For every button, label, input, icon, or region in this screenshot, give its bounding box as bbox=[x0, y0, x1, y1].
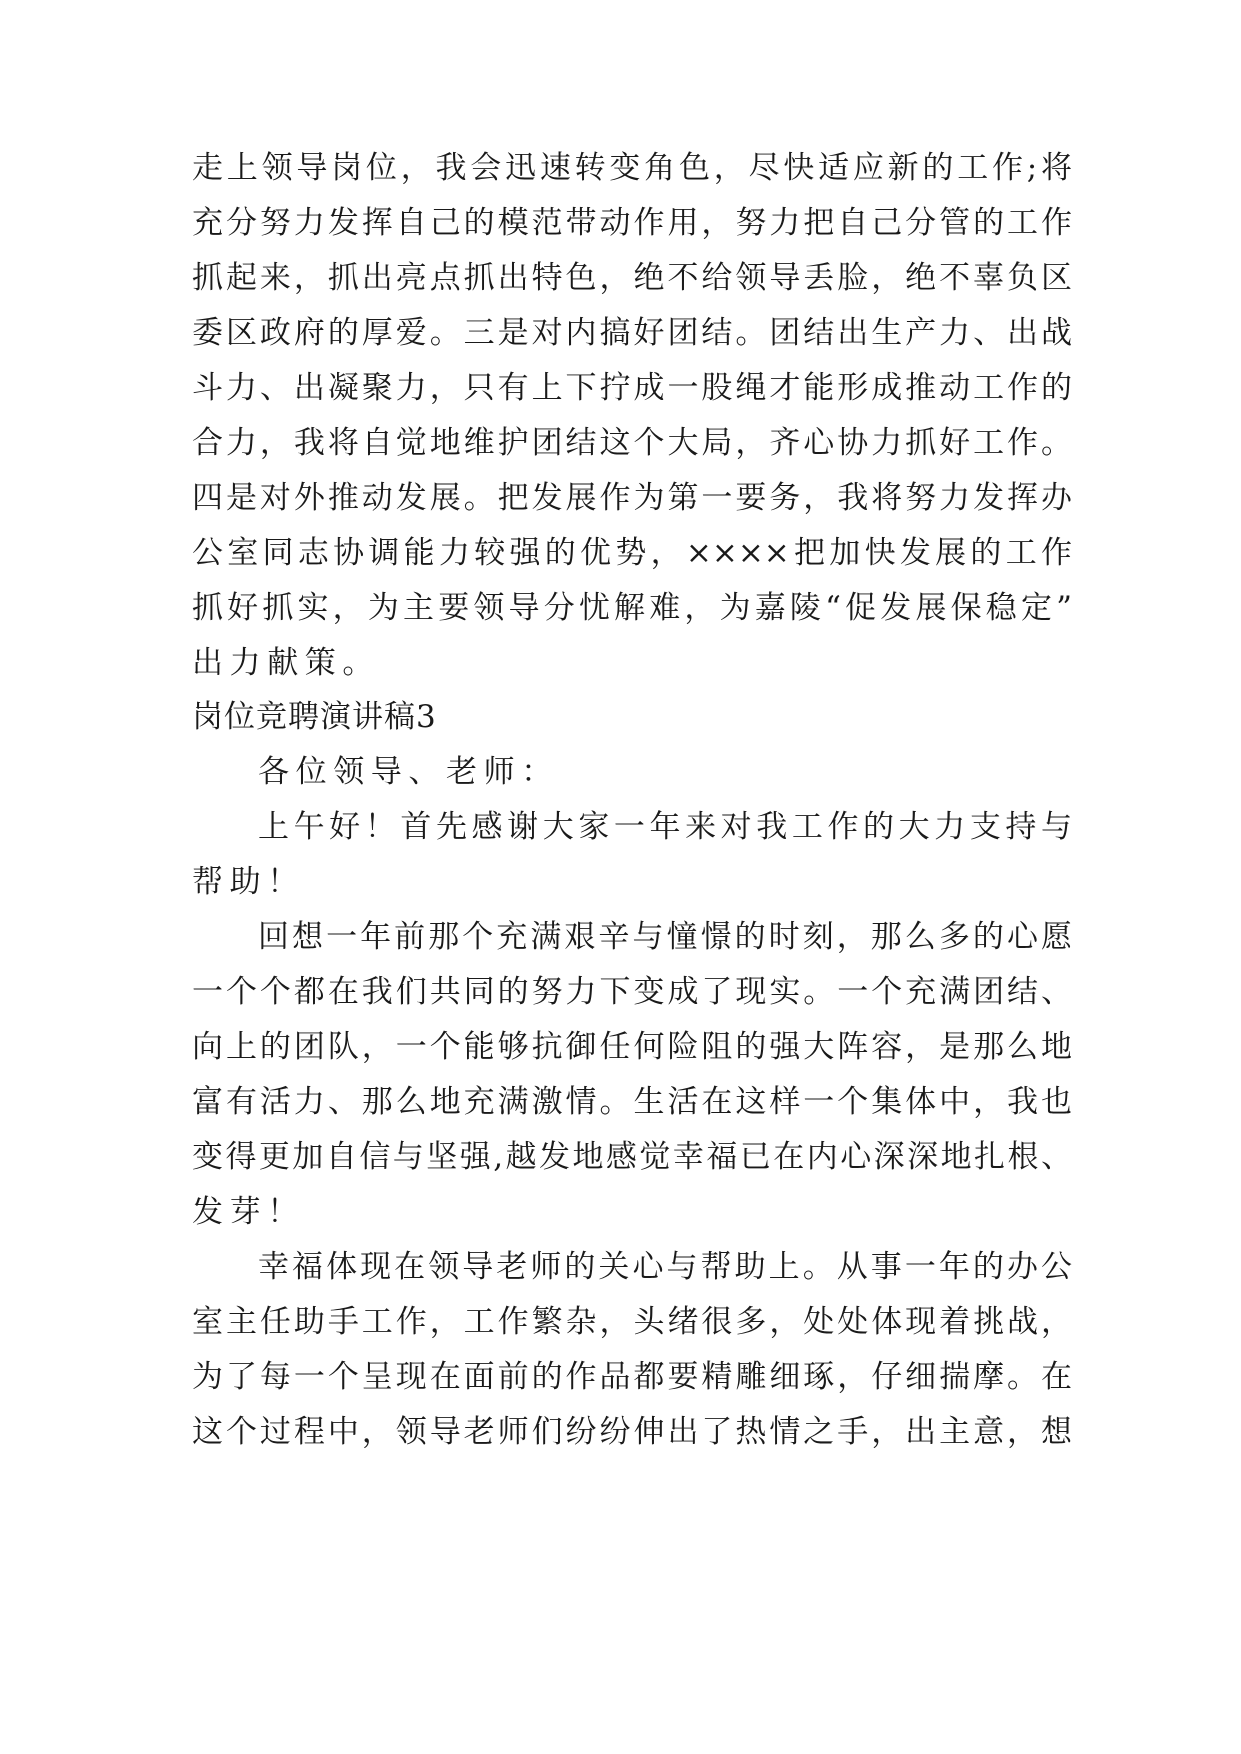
paragraph-line: 充分努力发挥自己的模范带动作用，努力把自己分管的工作 bbox=[192, 205, 1072, 241]
paragraph-line: 室主任助手工作，工作繁杂，头绪很多，处处体现着挑战， bbox=[192, 1304, 1072, 1340]
paragraph-line: 幸福体现在领导老师的关心与帮助上。从事一年的办公 bbox=[258, 1249, 1072, 1285]
paragraph-line: 抓起来，抓出亮点抓出特色，绝不给领导丢脸，绝不辜负区 bbox=[192, 260, 1072, 296]
paragraph-line: 向上的团队，一个能够抗御任何险阻的强大阵容，是那么地 bbox=[192, 1029, 1072, 1065]
paragraph-line: 走上领导岗位，我会迅速转变角色，尽快适应新的工作;将 bbox=[192, 150, 1072, 186]
paragraph-line: 一个个都在我们共同的努力下变成了现实。一个充满团结、 bbox=[192, 974, 1072, 1010]
paragraph-line: 抓好抓实，为主要领导分忧解难，为嘉陵“促发展保稳定” bbox=[192, 590, 1072, 626]
paragraph-line: 合力，我将自觉地维护团结这个大局，齐心协力抓好工作。 bbox=[192, 425, 1072, 461]
paragraph-line: 出力献策。 bbox=[192, 645, 380, 681]
paragraph-line: 变得更加自信与坚强,越发地感觉幸福已在内心深深地扎根、 bbox=[192, 1139, 1072, 1175]
paragraph-line: 为了每一个呈现在面前的作品都要精雕细琢，仔细揣摩。在 bbox=[192, 1359, 1072, 1395]
paragraph-line: 富有活力、那么地充满激情。生活在这样一个集体中，我也 bbox=[192, 1084, 1072, 1120]
section-heading: 岗位竞聘演讲稿3 bbox=[192, 699, 437, 735]
paragraph-line: 四是对外推动发展。把发展作为第一要务，我将努力发挥办 bbox=[192, 480, 1072, 516]
salutation: 各位领导、老师： bbox=[258, 754, 559, 790]
paragraph-line: 上午好！首先感谢大家一年来对我工作的大力支持与 bbox=[258, 809, 1072, 845]
paragraph-line: 帮助！ bbox=[192, 864, 305, 900]
paragraph-line: 公室同志协调能力较强的优势，××××把加快发展的工作 bbox=[192, 535, 1072, 571]
paragraph-line: 发芽！ bbox=[192, 1194, 305, 1230]
paragraph-line: 回想一年前那个充满艰辛与憧憬的时刻，那么多的心愿 bbox=[258, 919, 1072, 955]
paragraph-line: 委区政府的厚爱。三是对内搞好团结。团结出生产力、出战 bbox=[192, 315, 1072, 351]
paragraph-line: 斗力、出凝聚力，只有上下拧成一股绳才能形成推动工作的 bbox=[192, 370, 1072, 406]
paragraph-line: 这个过程中，领导老师们纷纷伸出了热情之手，出主意，想 bbox=[192, 1414, 1072, 1450]
